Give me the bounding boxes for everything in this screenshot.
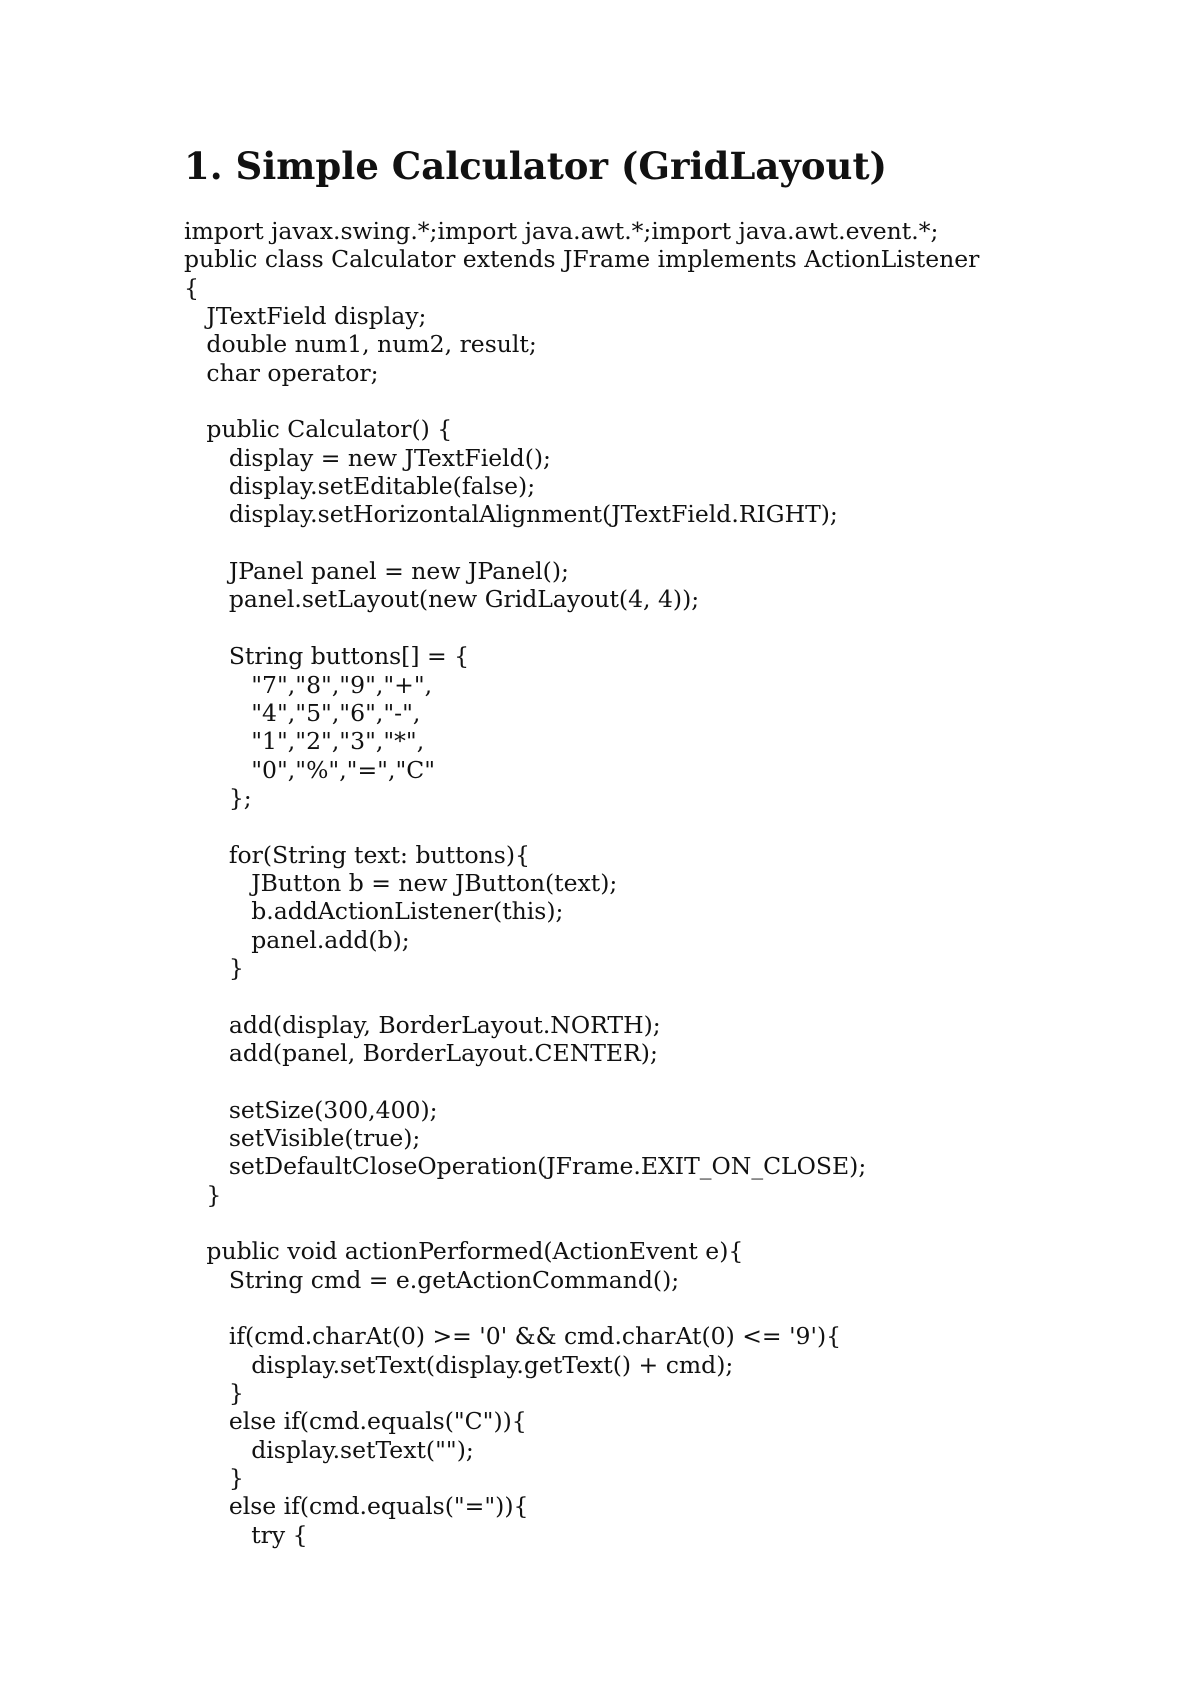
- code-line: display.setEditable(false);: [184, 472, 536, 501]
- document-title: 1. Simple Calculator (GridLayout): [184, 144, 888, 188]
- code-line: [184, 387, 979, 415]
- code-line: setVisible(true);: [184, 1124, 421, 1152]
- code-line: [184, 1067, 979, 1095]
- code-line: String cmd = e.getActionCommand();: [184, 1265, 680, 1294]
- code-line: }: [184, 953, 244, 982]
- code-line: "0","%","=","C": [184, 755, 436, 784]
- code-line: String buttons[] = {: [184, 642, 470, 671]
- code-line: add(display, BorderLayout.NORTH);: [184, 1010, 661, 1039]
- code-line: [184, 982, 979, 1010]
- code-line: try {: [184, 1520, 308, 1549]
- code-line: "7","8","9","+",: [184, 670, 433, 699]
- code-line: display.setText(display.getText() + cmd);: [184, 1350, 734, 1379]
- code-line: display = new JTextField();: [184, 443, 551, 472]
- code-line: public class Calculator extends JFrame implements ActionListener: [184, 245, 980, 274]
- code-line: else if(cmd.equals("=")){: [184, 1492, 529, 1521]
- code-line: "1","2","3","*",: [184, 727, 425, 756]
- code-line: JPanel panel = new JPanel();: [184, 557, 569, 586]
- code-line: import javax.swing.*;import java.awt.*;import java.awt.event.*;: [184, 217, 939, 245]
- code-line: panel.add(b);: [184, 925, 410, 954]
- code-line: [184, 614, 979, 642]
- code-line: display.setText("");: [184, 1435, 474, 1464]
- code-line: setSize(300,400);: [184, 1095, 438, 1124]
- code-line: if(cmd.charAt(0) >= '0' && cmd.charAt(0) <= '9'){: [184, 1322, 842, 1351]
- code-line: public Calculator() {: [184, 415, 453, 444]
- code-line: }: [184, 1379, 244, 1408]
- code-line: for(String text: buttons){: [184, 840, 530, 869]
- code-line: [184, 812, 979, 840]
- code-block: [184, 217, 979, 1549]
- code-line: "4","5","6","-",: [184, 698, 421, 727]
- code-line: double num1, num2, result;: [184, 330, 537, 359]
- code-line: panel.setLayout(new GridLayout(4, 4));: [184, 585, 700, 614]
- code-line: };: [184, 783, 252, 812]
- code-line: }: [184, 1180, 222, 1209]
- code-line: display.setHorizontalAlignment(JTextField.RIGHT);: [184, 500, 838, 529]
- code-line: JButton b = new JButton(text);: [184, 868, 618, 897]
- code-line: {: [184, 273, 199, 302]
- code-line: [184, 1294, 979, 1322]
- code-line: setDefaultCloseOperation(JFrame.EXIT_ON_CLOSE);: [184, 1152, 867, 1181]
- code-line: [184, 1209, 979, 1237]
- code-line: JTextField display;: [184, 302, 427, 331]
- code-line: }: [184, 1464, 244, 1493]
- code-line: [184, 529, 979, 557]
- code-line: else if(cmd.equals("C")){: [184, 1407, 527, 1436]
- code-line: public void actionPerformed(ActionEvent e){: [184, 1237, 744, 1266]
- code-line: b.addActionListener(this);: [184, 897, 564, 926]
- code-line: add(panel, BorderLayout.CENTER);: [184, 1038, 658, 1067]
- code-line: char operator;: [184, 358, 379, 387]
